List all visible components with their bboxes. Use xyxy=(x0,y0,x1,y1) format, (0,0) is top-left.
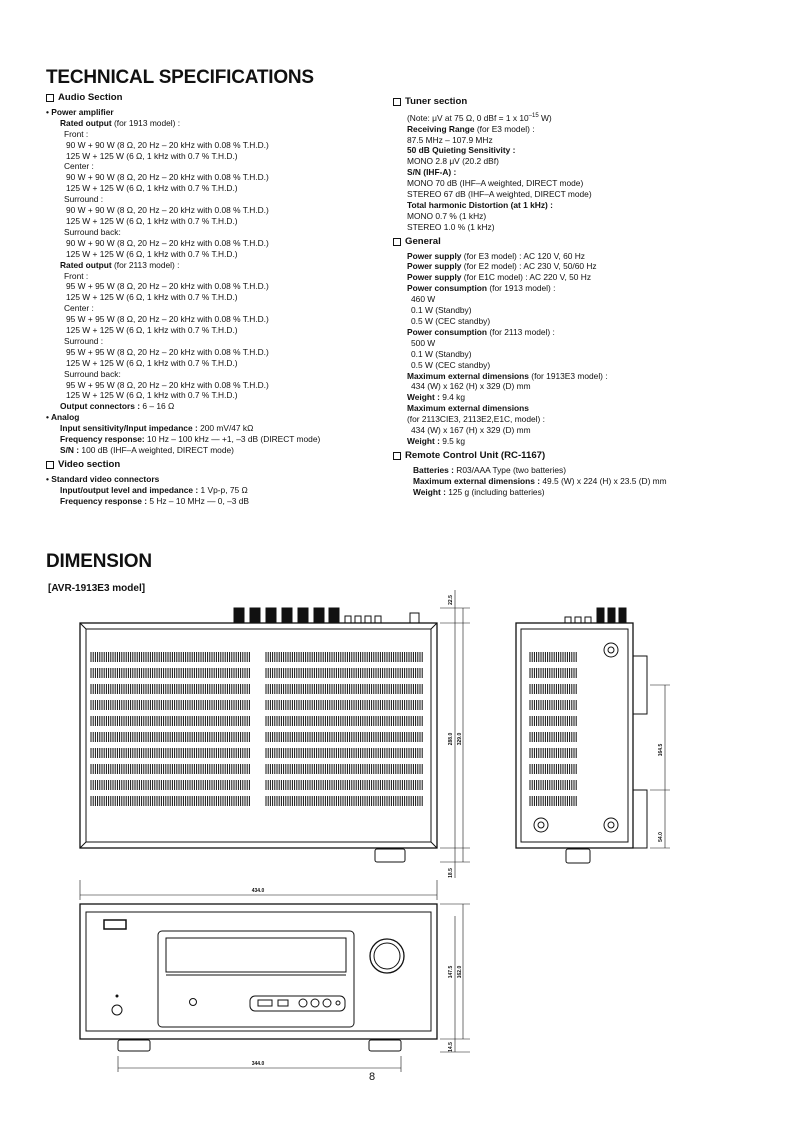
video-section-heading: Video section xyxy=(46,460,396,471)
dim-label: 162.0 xyxy=(457,965,463,979)
dim-label: 54.0 xyxy=(658,832,664,842)
dim-label: 147.5 xyxy=(448,965,454,979)
left-column: Audio Section • Power amplifier Rated output (for 1913 model) : Front : 90 W + 90 W (8 Ω, 20 Hz – 20 kHz with 0.08 % T.H.D.) 125 W + 125 W (6 Ω, 1 kHz with 0.7 % T.H.D.) Center : 90 W + 90 W (8 Ω, 20 Hz – 20 kHz with 0.08 % T.H.D.) 125 W + 125 W (6 Ω, 1 kHz with 0.7 % T.H.D.) Surround : 90 W + 90 W (8 Ω, 20 Hz – 20 kHz with 0.08 % T.H.D.) 125 W + 125 W (6 Ω, 1 kHz with 0.7 % T.H.D.) Surround back: 90 W + 90 W (8 Ω, 20 Hz – 20 kHz with 0.08 % T.H.D.) 125 W + 125 W (6 Ω, 1 kHz with 0.7 % T.H.D.) Rated output (for 2113 model) : Front : 95 W + 95 W (8 Ω, 20 Hz – 20 kHz with 0.08 % T.H.D.) 125 W + 125 W (6 Ω, 1 kHz with 0.7 % T.H.D.) Center : 95 W + 95 W (8 Ω, 20 Hz – 20 kHz with 0.08 % T.H.D.) 125 W + 125 W (6 Ω, 1 kHz with 0.7 % T.H.D.) Surround : 95 W + 95 W (8 Ω, 20 Hz – 20 kHz with 0.08 % T.H.D.) 125 W + 125 W (6 Ω, 1 kHz with 0.7 % T.H.D.) Surround back: 95 W + 95 W (8 Ω, 20 Hz – 20 kHz with 0.08 % T.H.D.) 125 W + 125 W (6 Ω, 1 kHz with 0.7 % T.H.D.) Output connectors : 6 – 16 Ω • Analog Input sensitivity/Input impedance : 200 mV/47 kΩ Frequency response: 10 Hz – 100 kHz — +1, –3 dB (DIRECT mode) S/N : 100 dB (IHF–A weighted, DIRECT mode) Video section • Standard video connectors Input/output level and impedance : 1 Vp-p, 75 Ω Frequency response : 5 Hz – 10 MHz — 0, –3 dB xyxy=(46,91,396,507)
dim-label: 18.5 xyxy=(448,868,454,878)
top-view xyxy=(80,590,470,900)
right-column: Tuner section (Note: μV at 75 Ω, 0 dBf = 1 x $10^{-15}$ W) Receiving Range (for E3 model) : 87.5 MHz – 107.9 MHz 50 dB Quieting Sensitivity : MONO 2.8 μV (20.2 dBf) S/N (IHF-A) : MONO 70 dB (IHF–A weighted, DIRECT mode) STEREO 67 dB (IHF–A weighted, DIRECT mode) Total harmonic Distortion (at 1 kHz) : MONO 0.7 % (1 kHz) STEREO 1.0 % (1 kHz) General Power supply (for E3 model) : AC 120 V, 60 Hz Power supply (for E2 model) : AC 230 V, 50/60 Hz Power supply (for E1C model) : AC 220 V, 50 Hz Power consumption (for 1913 model) : 460 W 0.1 W (Standby) 0.5 W (CEC standby) Power consumption (for 2113 model) : 500 W 0.1 W (Standby) 0.5 W (CEC standby) Maximum external dimensions (for 1913E3 model) : 434 (W) x 162 (H) x 329 (D) mm Weight : 9.4 kg Maximum external dimensions (for 2113CIE3, 2113E2,E1C, model) : 434 (W) x 167 (H) x 329 (D) mm Weight : 9.5 kg Remote Control Unit (RC-1167) Batteries : R03/AAA Type (two batteries) Maximum external dimensions : 49.5 (W) x 224 (H) x 23.5 (D) mm Weight : 125 g (including batteries) xyxy=(393,95,763,498)
side-view xyxy=(516,608,670,863)
vent-slots-right xyxy=(266,652,422,806)
dim-label: 14.5 xyxy=(448,1042,454,1052)
model-label: [AVR-1913E3 model] xyxy=(48,583,146,594)
audio-section-heading: Audio Section xyxy=(46,93,396,104)
remote-section-heading: Remote Control Unit (RC-1167) xyxy=(393,451,763,462)
power-amplifier-label: Power amplifier xyxy=(51,106,114,117)
dim-label: 344.0 xyxy=(251,1061,265,1067)
vent-slots-side xyxy=(530,652,576,806)
page-number: 8 xyxy=(369,1071,376,1083)
page-title: TECHNICAL SPECIFICATIONS xyxy=(46,67,314,88)
bullet-icon: • xyxy=(46,106,52,117)
tuner-section-heading: Tuner section xyxy=(393,97,763,108)
rear-terminals xyxy=(234,608,339,623)
dim-label: 288.0 xyxy=(448,732,454,746)
analog-label: Analog xyxy=(50,412,80,423)
dimension-title: DIMENSION xyxy=(46,551,152,572)
general-section-heading: General xyxy=(393,237,763,248)
vent-slots-left xyxy=(91,652,249,806)
front-view xyxy=(80,904,470,1072)
dim-label: 329.0 xyxy=(457,732,463,746)
dim-label: 434.0 xyxy=(251,888,265,894)
dim-label: 164.5 xyxy=(658,743,664,757)
dim-label: 22.5 xyxy=(448,595,454,605)
